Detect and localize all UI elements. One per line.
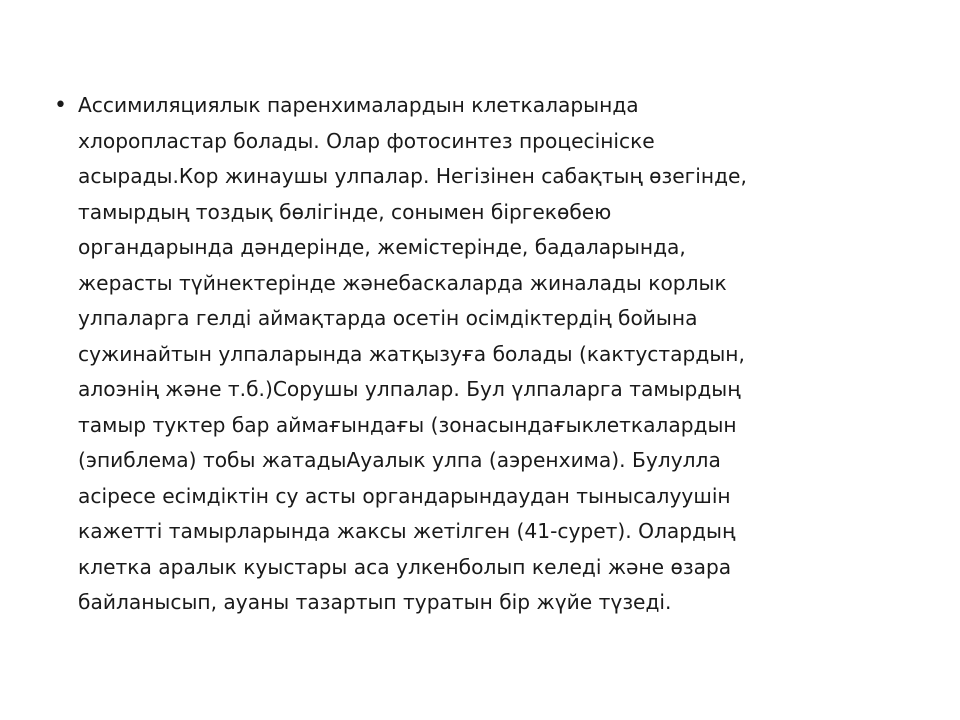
text-line: тамыр туктер бар аймағындағы (зонасындағыклеткалардын xyxy=(78,412,737,437)
text-line: хлоропластар болады. Олар фотосинтез процесініске xyxy=(78,128,655,153)
bullet-item xyxy=(54,88,884,621)
text-line: алоэнің және т.б.)Сорушы улпалар. Бул үлпаларга тамырдың xyxy=(78,377,741,401)
text-line: органдарында дәндерінде, жемістерінде, бадаларында, xyxy=(78,235,686,259)
text-line: асіресе есімдіктін су асты органдарындаудан тынысалуушін xyxy=(78,483,731,508)
text-line: улпаларга гелді аймақтарда осетін осімдіктердің бойына xyxy=(78,306,698,330)
slide-body xyxy=(54,88,884,621)
text-line: тамырдың тоздық бөлігінде, сонымен біргекөбею xyxy=(78,199,612,224)
bullet-icon: • xyxy=(54,93,67,118)
text-line: асырады.Кор жинаушы улпалар. Негізінен сабақтың өзегінде, xyxy=(78,164,747,188)
text-line: (эпиблема) тобы жатадыАуалык улпа (аэренхима). Булулла xyxy=(78,448,721,472)
text-line: Ассимиляциялык паренхималардын клеткаларында xyxy=(78,93,639,117)
text-line: жерасты түйнектерінде жәнебаскаларда жиналады корлык xyxy=(78,270,727,295)
bullet-text xyxy=(78,88,884,621)
text-line: клетка аралык куыстары аса улкенболып келеді және өзара xyxy=(78,554,732,579)
text-line: сужинайтын улпаларында жатқызуға болады (кактустардын, xyxy=(78,341,745,366)
text-line: кажетті тамырларында жаксы жетілген (41-сурет). Олардың xyxy=(78,519,736,543)
text-line: байланысып, ауаны тазартып туратын бір жүйе түзеді. xyxy=(78,590,672,614)
